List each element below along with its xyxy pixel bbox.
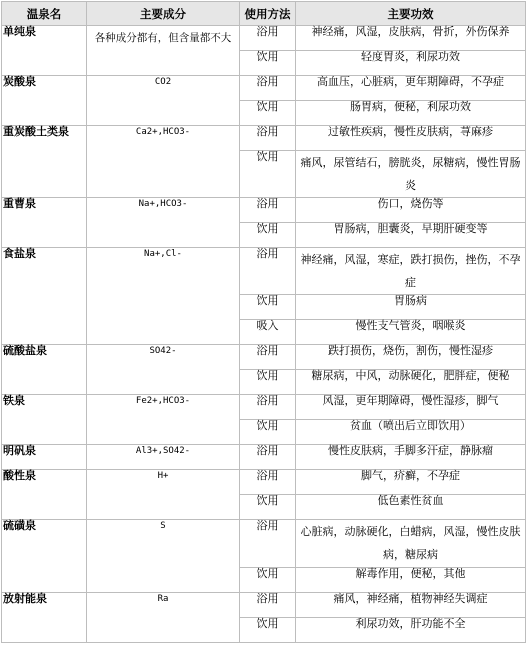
table-row <box>2 126 526 151</box>
usage-effect: 脚气，疥癣，不孕症 <box>296 470 526 495</box>
spring-component: CO2 <box>87 76 240 126</box>
usage-method: 浴用 <box>240 26 296 51</box>
table-row <box>2 395 526 420</box>
spring-component: Na+,HCO3- <box>87 198 240 248</box>
spring-name: 明矾泉 <box>2 445 87 470</box>
header-component: 主要成分 <box>87 2 240 26</box>
usage-effect: 糖尿病，中风，动脉硬化，肥胖症，便秘 <box>296 370 526 395</box>
usage-method: 饮用 <box>240 51 296 76</box>
hot-spring-table <box>1 1 526 643</box>
table-row <box>2 445 526 470</box>
usage-effect: 轻度胃炎，利尿功效 <box>296 51 526 76</box>
usage-method: 饮用 <box>240 495 296 520</box>
usage-method: 浴用 <box>240 470 296 495</box>
usage-effect: 心脏病，动脉硬化，白蜡病，风湿，慢性皮肤病，糖尿病 <box>296 520 526 568</box>
table-row <box>2 470 526 495</box>
usage-method: 饮用 <box>240 223 296 248</box>
usage-method: 饮用 <box>240 420 296 445</box>
usage-effect: 痛风，尿管结石，膀胱炎，尿糖病，慢性胃肠炎 <box>296 151 526 198</box>
table-row <box>2 520 526 568</box>
spring-name: 硫酸盐泉 <box>2 345 87 395</box>
table-row <box>2 345 526 370</box>
usage-effect: 跌打损伤，烧伤，割伤，慢性湿疹 <box>296 345 526 370</box>
spring-component: SO42- <box>87 345 240 395</box>
spring-name: 放射能泉 <box>2 593 87 643</box>
spring-name: 食盐泉 <box>2 248 87 345</box>
usage-effect: 解毒作用，便秘，其他 <box>296 568 526 593</box>
usage-effect: 低色素性贫血 <box>296 495 526 520</box>
usage-method: 浴用 <box>240 395 296 420</box>
usage-method: 饮用 <box>240 101 296 126</box>
spring-name: 铁泉 <box>2 395 87 445</box>
usage-method: 浴用 <box>240 126 296 151</box>
usage-method: 浴用 <box>240 76 296 101</box>
spring-name: 单纯泉 <box>2 26 87 76</box>
spring-name: 酸性泉 <box>2 470 87 520</box>
spring-component: Fe2+,HCO3- <box>87 395 240 445</box>
header-name: 温泉名 <box>2 2 87 26</box>
usage-effect: 痛风，神经痛，植物神经失调症 <box>296 593 526 618</box>
spring-name: 重炭酸土类泉 <box>2 126 87 198</box>
header-method: 使用方法 <box>240 2 296 26</box>
spring-component: Ca2+,HCO3- <box>87 126 240 198</box>
usage-method: 浴用 <box>240 445 296 470</box>
spring-name: 炭酸泉 <box>2 76 87 126</box>
table-row <box>2 198 526 223</box>
usage-method: 浴用 <box>240 520 296 568</box>
usage-effect: 利尿功效，肝功能不全 <box>296 618 526 643</box>
spring-component: Al3+,SO42- <box>87 445 240 470</box>
spring-component: H+ <box>87 470 240 520</box>
usage-effect: 胃肠病，胆囊炎，早期肝硬变等 <box>296 223 526 248</box>
usage-method: 吸入 <box>240 320 296 345</box>
usage-effect: 慢性皮肤病，手脚多汗症，静脉瘤 <box>296 445 526 470</box>
usage-effect: 贫血（喷出后立即饮用） <box>296 420 526 445</box>
usage-method: 饮用 <box>240 295 296 320</box>
usage-effect: 伤口，烧伤等 <box>296 198 526 223</box>
usage-effect: 肠胃病，便秘，利尿功效 <box>296 101 526 126</box>
usage-method: 饮用 <box>240 568 296 593</box>
header-effect: 主要功效 <box>296 2 526 26</box>
usage-effect: 胃肠病 <box>296 295 526 320</box>
spring-component: Na+,Cl- <box>87 248 240 345</box>
usage-method: 浴用 <box>240 248 296 295</box>
usage-method: 饮用 <box>240 151 296 198</box>
usage-method: 饮用 <box>240 370 296 395</box>
spring-component: S <box>87 520 240 593</box>
usage-method: 浴用 <box>240 198 296 223</box>
usage-effect: 风湿，更年期障碍，慢性湿疹，脚气 <box>296 395 526 420</box>
usage-effect: 高血压，心脏病，更年期障碍，不孕症 <box>296 76 526 101</box>
usage-method: 浴用 <box>240 345 296 370</box>
spring-component: 各种成分都有，但含量都不大 <box>87 26 240 76</box>
usage-effect: 慢性支气管炎，咽喉炎 <box>296 320 526 345</box>
spring-component: Ra <box>87 593 240 643</box>
table-header-row <box>2 2 526 26</box>
usage-method: 浴用 <box>240 593 296 618</box>
usage-effect: 神经痛，风湿，寒症，跌打损伤，挫伤，不孕症 <box>296 248 526 295</box>
table-row <box>2 593 526 618</box>
table-row <box>2 248 526 295</box>
spring-name: 硫磺泉 <box>2 520 87 593</box>
table-row <box>2 76 526 101</box>
usage-method: 饮用 <box>240 618 296 643</box>
usage-effect: 过敏性疾病，慢性皮肤病，荨麻疹 <box>296 126 526 151</box>
usage-effect: 神经痛，风湿，皮肤病，骨折，外伤保养 <box>296 26 526 51</box>
spring-name: 重曹泉 <box>2 198 87 248</box>
table-row <box>2 26 526 51</box>
